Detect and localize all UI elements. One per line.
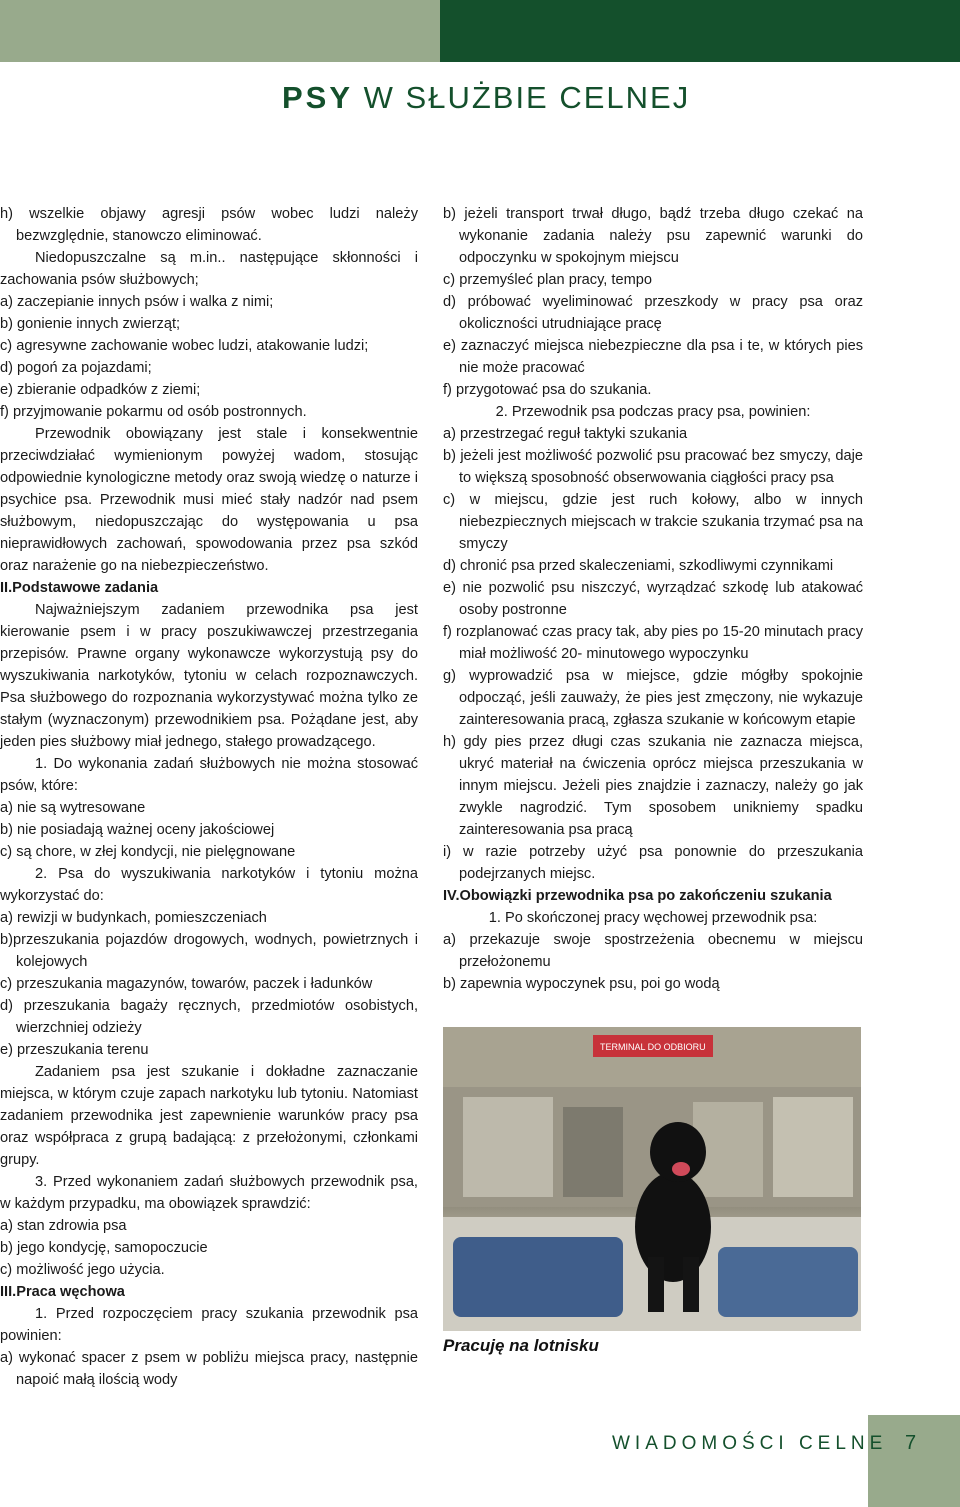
list-item: a) przekazuje swoje spostrzeżenia obecnemu w miejscu przełożonemu [443,932,863,970]
list-item: c) w miejscu, gdzie jest ruch kołowy, albo w innych niebezpiecznych miejscach w trakcie szukania trzymać psa na smyczy [443,492,863,552]
list-item: b) jeżeli transport trwał długo, bądź trzeba długo czekać na wykonanie zadania należy psu zapewnić warunki do odpoczynku w spokojnym miejscu [443,206,863,266]
list-item: d) próbować wyeliminować przeszkody w pracy psa oraz okoliczności utrudniające pracę [443,294,863,332]
paragraph: Najważniejszym zadaniem przewodnika psa jest kierowanie psem i w pracy poszukiwawczej przestrzegania przepisów. Prawne organy wykonawcze wykorzystują psy do wyszukiwania narkotyków, tytoniu w celach rozpoznawczych. Psa służbowego do rozpoznania wykorzystywać można tylko ze stałym (wyznaczonym) przewodnikiem psa. Pożądane jest, aby jeden pies służbowy miał jednego, stałego prowadzącego. [0,602,418,750]
list-item: i) w razie potrzeby użyć psa ponownie do przeszukania podejrzanych miejsc. [443,844,863,882]
list-item: c) przemyśleć plan pracy, tempo [443,272,652,288]
paragraph: 3. Przed wykonaniem zadań służbowych przewodnik psa, w każdym przypadku, ma obowiązek sprawdzić: [0,1174,418,1212]
list-item: e) zaznaczyć miejsca niebezpieczne dla psa i te, w których pies nie może pracować [443,338,863,376]
paragraph: Zadaniem psa jest szukanie i dokładne zaznaczanie miejsca, w którym czuje zapach narkotyku lub tytoniu. Natomiast zadaniem przewodnika jest zapewnienie warunków pracy psa oraz współpraca z grupą badającą: z przełożonymi, członkami grupy. [0,1064,418,1168]
section-heading: III.Praca węchowa [0,1284,125,1300]
list-item: f) rozplanować czas pracy tak, aby pies po 15-20 minutach pracy miał możliwość 20- minutowego wypoczynku [443,624,863,662]
list-item: e) nie pozwolić psu niszczyć, wyrządzać szkodę lub atakować osoby postronne [443,580,863,618]
photo-illustration [443,1027,861,1331]
list-item: f) przygotować psa do szukania. [443,382,652,398]
list-item: c) możliwość jego użycia. [0,1262,165,1278]
header-band-light [0,0,440,62]
list-item: a) nie są wytresowane [0,800,146,816]
page-number: 7 [905,1432,917,1454]
list-item: b) jeżeli jest możliwość pozwolić psu pracować bez smyczy, daje to większą sposobność obserwowania ciągłości pracy psa [443,448,863,486]
header-band-dark [440,0,960,62]
paragraph: 1. Przed rozpoczęciem pracy szukania przewodnik psa powinien: [0,1306,418,1344]
list-item: g) wyprowadzić psa w miejsce, gdzie mógłby spokojnie odpocząć, jeśli zauważy, że pies jest zmęczony, nie wykazuje zainteresowania pracą, zgłasza szukanie w końcowym etapie [443,668,863,728]
list-item: e) przeszukania terenu [0,1042,149,1058]
list-item: b) gonienie innych zwierząt; [0,316,181,332]
list-item: b) nie posiadają ważnej oceny jakościowej [0,822,275,838]
list-item: b) jego kondycję, samopoczucie [0,1240,208,1256]
section-heading: IV.Obowiązki przewodnika psa po zakończeniu szukania [443,888,832,904]
list-item: b) zapewnia wypoczynek psu, poi go wodą [443,976,720,992]
list-item: c) są chore, w złej kondycji, nie pielęgnowane [0,844,296,860]
paragraph: h) wszelkie objawy agresji psów wobec ludzi należy bezwzględnie, stanowczo eliminować. [0,206,418,244]
list-item: c) agresywne zachowanie wobec ludzi, atakowanie ludzi; [0,338,369,354]
list-item: b)przeszukania pojazdów drogowych, wodnych, powietrznych i kolejowych [0,932,418,970]
paragraph: 1. Po skończonej pracy węchowej przewodnik psa: [488,910,818,926]
right-column [443,203,863,995]
list-item: c) przeszukania magazynów, towarów, paczek i ładunków [0,976,373,992]
photo-caption: Pracuję na lotnisku [443,1336,599,1355]
footer-band [868,1415,960,1507]
dog-on-luggage-photo [443,1027,861,1331]
paragraph: 2. Psa do wyszukiwania narkotyków i tytoniu można wykorzystać do: [0,866,418,904]
paragraph: 2. Przewodnik psa podczas pracy psa, powinien: [495,404,811,420]
list-item: d) przeszukania bagaży ręcznych, przedmiotów osobistych, wierzchniej odzieży [0,998,418,1036]
paragraph: Niedopuszczalne są m.in.. następujące skłonności i zachowania psów służbowych; [0,250,418,288]
list-item: h) gdy pies przez długi czas szukania nie zaznacza miejsca, ukryć materiał na ćwiczenia oprócz miejsca przeszukania w innym miejscu. Jeżeli pies znajdzie i zaznaczy, należy go jak zwykle nagrodzić. Tym sposobem unikniemy spadku zainteresowania psa pracą [443,734,863,838]
section-heading: II.Podstawowe zadania [0,580,159,596]
list-item: f) przyjmowanie pokarmu od osób postronnych. [0,404,307,420]
paragraph: Przewodnik obowiązany jest stale i konsekwentnie przeciwdziałać wymienionym powyżej wadom, stosując odpowiednie kynologiczne metody oraz swoją wiedzę o naturze i psychice psa. Przewodnik musi mieć stały nadzór nad psem służbowym, niedopuszczając do występowania u psa nieprawidłowych zachowań, spowodowania przez psa szkód oraz narażenie go na niebezpieczeństwo. [0,426,418,574]
page-title [282,80,690,116]
left-column [0,203,418,1391]
list-item: d) chronić psa przed skaleczeniami, szkodliwymi czynnikami [443,558,834,574]
paragraph: 1. Do wykonania zadań służbowych nie można stosować psów, które: [0,756,418,794]
list-item: a) rewizji w budynkach, pomieszczeniach [0,910,267,926]
list-item: d) pogoń za pojazdami; [0,360,152,376]
magazine-name: WIADOMOŚCI CELNE [612,1433,888,1454]
terminal-sign-text: TERMINAL DO ODBIORU [600,1042,706,1052]
list-item: a) przestrzegać reguł taktyki szukania [443,426,688,442]
list-item: e) zbieranie odpadków z ziemi; [0,382,201,398]
title-rest: W SŁUŻBIE CELNEJ [363,80,691,115]
list-item: a) stan zdrowia psa [0,1218,127,1234]
list-item: a) zaczepianie innych psów i walka z nimi; [0,294,274,310]
title-bold: PSY [282,80,354,115]
list-item: a) wykonać spacer z psem w pobliżu miejsca pracy, następnie napoić małą ilością wody [0,1350,418,1388]
